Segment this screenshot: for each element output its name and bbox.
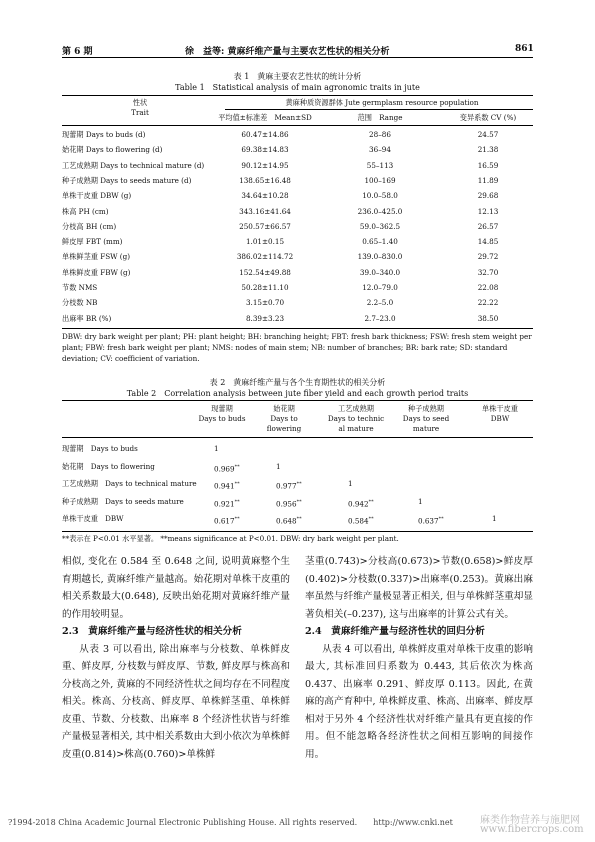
running-title: 徐 益等: 黄麻纤维产量与主要农艺性状的相关分析 — [185, 47, 390, 57]
table2-header-en: Days to technic al mature — [327, 414, 385, 433]
table1-header-trait-en: Trait — [131, 108, 149, 117]
table1-cell-range: 2.7–23.0 — [364, 313, 396, 323]
table2-cell-value: 0.941** — [214, 481, 240, 491]
table1-header-mean: 平均值±标准差 Mean±SD — [218, 113, 312, 122]
table1-bottom-rule — [62, 328, 533, 329]
page-number: 861 — [515, 44, 534, 54]
table2-row-label: 现蕾期 Days to buds — [62, 444, 138, 453]
table1-cell-trait: 单株鲜茎重 FSW (g) — [62, 252, 131, 262]
body-paragraph: 相似, 变化在 0.584 至 0.648 之间, 说明黄麻整个生育期越长, 黄麻纤维产量越高。始花期对单株干皮重的相关系数最大(0.648), 反映出始花期对黄麻纤维产量的作用较明显。 — [62, 556, 290, 620]
header-rule — [62, 57, 533, 58]
table1-cell-cv: 11.89 — [477, 175, 499, 185]
table1-cell-range: 139.0–830.0 — [357, 252, 403, 262]
table2-bottom-rule — [62, 531, 533, 532]
table1-cell-trait: 单株干皮重 DBW (g) — [62, 191, 132, 201]
table2-cell-value: 0.977** — [276, 481, 302, 491]
table1-header-cv: 变异系数 CV (%) — [459, 113, 517, 122]
table1-cell-cv: 24.57 — [477, 130, 499, 139]
body-right-column — [305, 553, 533, 763]
table1-cell-mean: 343.16±41.64 — [239, 206, 291, 216]
table1-cell-range: 39.0–340.0 — [359, 267, 401, 277]
table2-cell-value: 1 — [276, 461, 281, 471]
table2-cell-value: 0.637** — [418, 516, 444, 526]
table2-row-label: 种子成熟期 Days to seeds mature — [62, 496, 184, 506]
table1-cell-trait: 始花期 Days to flowering (d) — [62, 145, 163, 155]
table2-cell-value: 0.648** — [276, 516, 302, 526]
table1-cell-mean: 1.01±0.15 — [245, 237, 285, 247]
table1-header-trait-cn: 性状 — [132, 98, 148, 107]
watermark-url: www.fibercrops.com — [480, 824, 584, 835]
table2-header-en: DBW — [490, 414, 510, 423]
table1-cell-trait: 种子成熟期 Days to seeds mature (d) — [62, 175, 192, 185]
table1-cell-mean: 138.65±16.48 — [239, 175, 291, 185]
table1-group-rule — [225, 109, 533, 110]
table2-cell-value: 1 — [348, 479, 353, 488]
table2-caption-cn: 表 2 黄麻纤维产量与各个生育期性状的相关分析 — [209, 378, 386, 387]
table2-header-cn: 种子成熟期 — [408, 404, 444, 413]
table2-cell-value: 1 — [214, 444, 219, 453]
table2-row-label: 单株干皮重 DBW — [62, 514, 124, 523]
section-heading-2-3: 2.3 黄麻纤维产量与经济性状的相关分析 — [62, 626, 242, 637]
table1-cell-cv: 12.13 — [477, 206, 499, 216]
table1-cell-range: 0.65–1.40 — [362, 237, 398, 247]
table1-cell-range: 100–169 — [364, 175, 396, 185]
table2-cell-value: 0.584** — [348, 516, 374, 526]
table2-cell-value: 0.969** — [214, 463, 240, 473]
table2-top-rule — [62, 400, 533, 401]
table1-cell-trait: 单株鲜皮重 FBW (g) — [62, 267, 131, 277]
table1-cell-trait: 节数 NMS — [62, 283, 98, 292]
table2-cell-value: 1 — [418, 496, 423, 506]
copyright-footer: ?1994-2018 China Academic Journal Electronic Publishing House. All rights reserved. http://www.cnki.net — [8, 818, 453, 827]
table1-cell-trait: 出麻率 BR (%) — [62, 313, 112, 323]
table1-cell-cv: 26.57 — [477, 221, 499, 231]
body-left-column — [62, 553, 290, 763]
table1-cell-range: 55–113 — [366, 160, 394, 170]
table1-cell-range: 236.0–425.0 — [357, 206, 403, 216]
table1-header-range: 范围 Range — [357, 113, 403, 122]
table1-cell-trait: 现蕾期 Days to buds (d) — [62, 130, 146, 139]
table1-cell-cv: 38.50 — [477, 313, 499, 323]
table1-cell-mean: 60.47±14.86 — [241, 130, 289, 139]
table1-header-group: 黄麻种质资源群体 Jute germplasm resource population — [285, 98, 479, 107]
table1-cell-mean: 8.39±3.23 — [245, 313, 285, 323]
table2-cell-value: 1 — [492, 514, 497, 523]
table2-cell-value: 0.942** — [348, 498, 374, 508]
table1-cell-range: 59.0–362.5 — [359, 221, 401, 231]
table2-cell-value: 0.921** — [214, 498, 240, 508]
table1-caption-en: Table 1 Statistical analysis of main agronomic traits in jute — [175, 83, 420, 92]
table1-cell-mean: 69.38±14.83 — [241, 145, 289, 155]
section-heading-2-4: 2.4 黄麻纤维产量与经济性状的回归分析 — [305, 626, 485, 637]
table1-cell-cv: 29.68 — [477, 191, 499, 201]
table2-header-en: Days to buds — [198, 414, 246, 423]
table1-cell-mean: 50.28±11.10 — [241, 283, 289, 292]
table1-cell-trait: 分枝数 NB — [62, 298, 98, 308]
table2-cell-value: 0.617** — [214, 516, 240, 526]
table1-cell-cv: 14.85 — [477, 237, 499, 247]
table1-cell-mean: 90.12±14.95 — [241, 160, 289, 170]
table1-cell-mean: 3.15±0.70 — [245, 298, 285, 308]
table1-cell-trait: 株高 PH (cm) — [62, 206, 109, 216]
body-paragraph: 从表 3 可以看出, 除出麻率与分枝数、单株鲜皮重、鲜皮厚, 分枝数与鲜皮厚、节数, 鲜皮厚与株高和分枝高之外, 黄麻的不同经济性状之间均存在不同程度相关。株高、分枝高、鲜皮厚、单株鲜茎重、单株鲜皮重、节数、分枝数、出麻率 8 个经济性状皆与纤维产量极显著相关, 其中相关系数由大到小依次为单株鲜皮重(0.814)>株高(0.760)>单株鲜 — [62, 643, 290, 760]
table1-cell-mean: 34.64±10.28 — [241, 191, 289, 201]
table2-header-rule — [62, 437, 533, 438]
table1-cell-cv: 21.38 — [477, 145, 499, 155]
table2-header-cn: 工艺成熟期 — [338, 404, 374, 413]
table1-cell-range: 2.2–5.0 — [366, 298, 394, 308]
table2-header-cn: 始花期 — [273, 404, 295, 413]
table1-cell-mean: 386.02±114.72 — [236, 252, 294, 262]
table1-top-rule — [62, 95, 533, 96]
table1-note: DBW: dry bark weight per plant; PH: plant height; BH: branching height; FBT: fresh bark thickness; FSW: fresh stem weight per plant; FBW: fresh bark weight per plant; NMS: nodes of main stem; NB: number of branches; BR: bark rate; SD: standard deviation; CV: coefficient of variation. — [62, 332, 532, 363]
table1-cell-trait: 工艺成熟期 Days to technical mature (d) — [62, 160, 205, 170]
body-paragraph: 从表 4 可以看出, 单株鲜皮重对单株干皮重的影响最大, 其标准回归系数为 0.443, 其后依次为株高 0.437、出麻率 0.291、鲜皮厚 0.113。因此, 在黄麻的高产育种中, 单株鲜皮重、株高、出麻率、鲜皮厚相对于另外 4 个经济性状对纤维产量具有更直接的作用。但不能忽略各经济性状之间相互影响的间接作用。 — [305, 643, 533, 760]
journal-issue: 第 6 期 — [62, 47, 93, 57]
table2-header-cn: 单株干皮重 — [482, 404, 518, 413]
table2-caption-en: Table 2 Correlation analysis between jute fiber yield and each growth period traits — [126, 389, 469, 398]
table1-cell-range: 12.0–79.0 — [362, 283, 398, 292]
watermark-cn: 麻类作物营养与施肥网 — [480, 815, 580, 826]
table1-cell-mean: 152.54±49.88 — [239, 267, 291, 277]
table1-cell-range: 10.0–58.0 — [362, 191, 398, 201]
table1-cell-cv: 22.08 — [477, 283, 499, 292]
table1-cell-cv: 32.70 — [477, 267, 499, 277]
table2-header-en: Days to flowering — [266, 414, 302, 433]
table1-cell-cv: 16.59 — [477, 160, 499, 170]
table1-cell-trait: 鲜皮厚 FBT (mm) — [62, 237, 123, 247]
table1-cell-cv: 29.72 — [477, 252, 499, 262]
table2-row-label: 始花期 Days to flowering — [62, 461, 155, 471]
table2-header-en: Days to seed mature — [402, 414, 450, 433]
table2-note: **表示在 P<0.01 水平显著。 **means significance at P<0.01. DBW: dry bark weight per plant. — [62, 534, 399, 543]
table2-cell-value: 0.956** — [276, 498, 302, 508]
body-paragraph: 茎重(0.743)>分枝高(0.673)>节数(0.658)>鲜皮厚(0.402)>分枝数(0.337)>出麻率(0.253)。黄麻出麻率虽然与纤维产量极显著正相关, 但与单株鲜茎重却显著负相关(–0.237), 这与出麻率的计算公式有关。 — [305, 556, 533, 620]
table2-header-cn: 现蕾期 — [211, 404, 233, 413]
table1-caption-cn: 表 1 黄麻主要农艺性状的统计分析 — [233, 72, 362, 81]
table1-cell-range: 36–94 — [369, 145, 391, 155]
table1-header-rule — [62, 125, 533, 126]
table2-row-label: 工艺成熟期 Days to technical mature — [62, 479, 197, 488]
table1-cell-cv: 22.22 — [477, 298, 499, 308]
table1-cell-mean: 250.57±66.57 — [239, 221, 291, 231]
table1-cell-trait: 分枝高 BH (cm) — [62, 221, 117, 231]
table1-cell-range: 28–86 — [369, 130, 391, 139]
